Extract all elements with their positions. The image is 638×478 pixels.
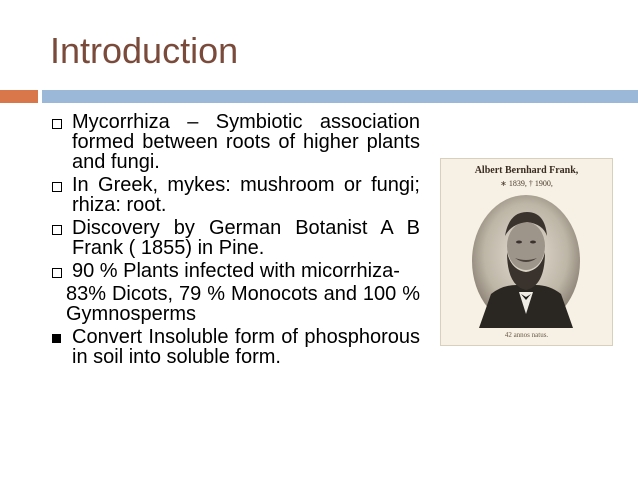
bullet-list — [52, 112, 420, 370]
accent-bar-orange — [0, 90, 38, 103]
bullet-text: Discovery by German Botanist A B Frank ( 1855) in Pine. — [72, 217, 420, 259]
bullet-item — [52, 327, 420, 367]
bullet-continuation — [52, 284, 420, 324]
hollow-square-bullet-icon — [52, 268, 62, 278]
bullet-item — [52, 112, 420, 172]
bullet-item — [52, 218, 420, 258]
bullet-text: 83% Dicots, 79 % Monocots and 100 % Gymnosperms — [66, 283, 420, 325]
photo-caption-name: Albert Bernhard Frank, — [474, 165, 579, 176]
photo-caption-bottom: 42 annos natus. — [504, 331, 549, 339]
bullet-text: Mycorrhiza – Symbiotic association formed between roots of higher plants and fungi. — [72, 111, 420, 173]
accent-bar-blue — [42, 90, 638, 103]
hollow-square-bullet-icon — [52, 225, 62, 235]
hollow-square-bullet-icon — [52, 182, 62, 192]
bullet-text: In Greek, mykes: mushroom or fungi; rhiza: root. — [72, 174, 420, 216]
bullet-text: 90 % Plants infected with micorrhiza- — [72, 260, 400, 282]
portrait-photo — [471, 194, 581, 328]
slide-title: Introduction — [50, 30, 239, 71]
filled-square-bullet-icon — [52, 334, 61, 343]
hollow-square-bullet-icon — [52, 119, 62, 129]
portrait-photo-card — [440, 158, 613, 346]
photo-caption-dates: ∗ 1839, † 1900, — [500, 179, 553, 188]
bullet-text: Convert Insoluble form of phosphorous in soil into soluble form. — [72, 326, 420, 368]
bullet-item — [52, 261, 420, 281]
bullet-item — [52, 175, 420, 215]
